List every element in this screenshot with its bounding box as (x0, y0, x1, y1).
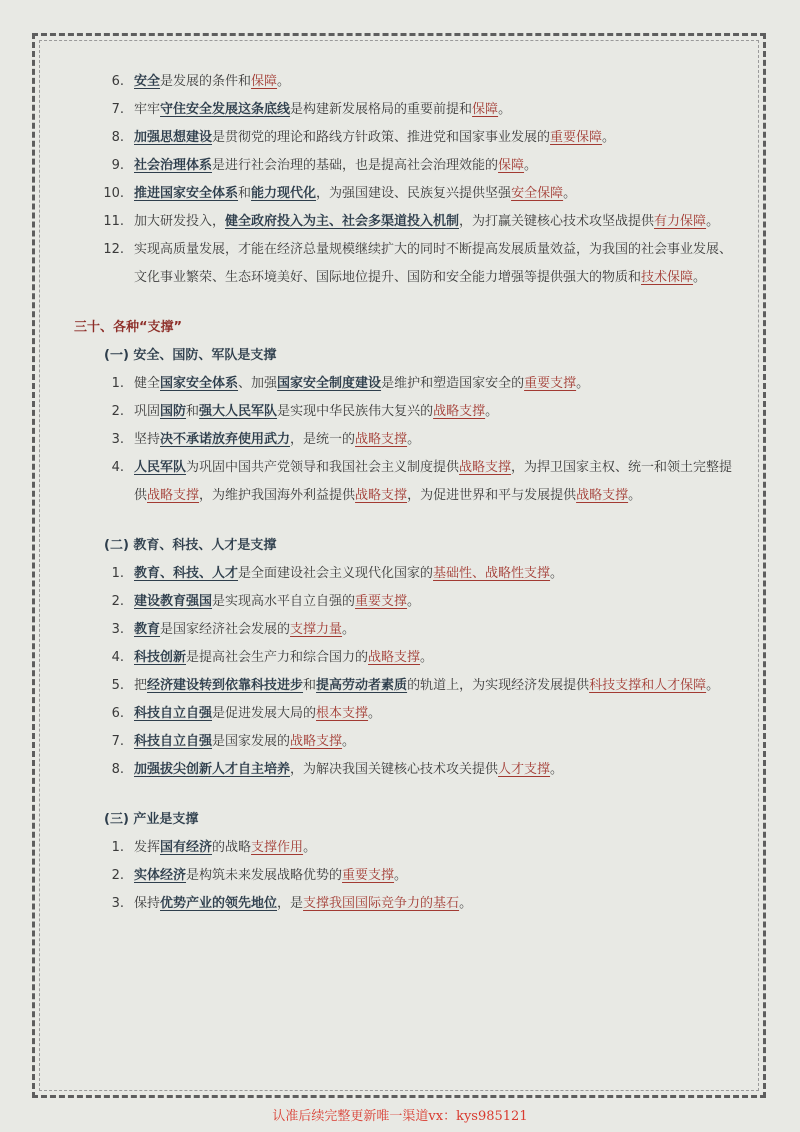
highlight-text: 基础性、战略性支撑 (433, 566, 551, 581)
highlight-text: 战略支撑 (576, 488, 629, 503)
list-item-number: 1. (111, 840, 124, 855)
body-text: 发挥 (134, 840, 161, 855)
list-item (74, 68, 734, 96)
keyword-text: 人民军队 (134, 460, 187, 475)
body-text: 的轨道上，为实现经济发展提供 (407, 678, 590, 693)
keyword-text: 守住安全发展这条底线 (160, 102, 291, 117)
body-text: 的战略 (212, 840, 252, 855)
highlight-text: 战略支撑 (459, 460, 512, 475)
list-item (74, 398, 734, 426)
subsection-title-education: (二) 教育、科技、人才是支撑 (104, 538, 277, 553)
highlight-text: 安全保障 (511, 186, 564, 201)
highlight-text: 战略支撑 (433, 404, 486, 419)
highlight-text: 人才支撑 (498, 762, 551, 777)
body-text: ，为打赢关键核心技术攻坚战提供 (459, 214, 655, 229)
body-text: 。 (498, 102, 512, 117)
body-text: 是构建新发展格局的重要前提和 (290, 102, 473, 117)
education-support-list (74, 560, 734, 784)
keyword-text: 实体经济 (134, 868, 187, 883)
keyword-text: 加强拔尖创新人才自主培养 (134, 762, 291, 777)
body-text: 。 (394, 868, 408, 883)
body-text: 实现高质量发展，才能在经济总量规模继续扩大的同时不断提高发展质量效益，为我国的社会事业发展、文化事业繁荣、生态环境美好、国际地位提升、国防和安全能力增强等提供强大的物质和 (134, 242, 733, 285)
body-text: 牢牢 (134, 102, 161, 117)
body-text: 和 (238, 186, 252, 201)
list-item (74, 180, 734, 208)
highlight-text: 重要支撑 (355, 594, 408, 609)
body-text: 是进行社会治理的基础，也是提高社会治理效能的 (212, 158, 499, 173)
keyword-text: 优势产业的领先地位 (160, 896, 278, 911)
highlight-text: 支撑作用 (251, 840, 304, 855)
body-text: ，为维护我国海外利益提供 (199, 488, 356, 503)
list-item (74, 454, 734, 510)
list-item (74, 756, 734, 784)
body-text: 是全面建设社会主义现代化国家的 (238, 566, 434, 581)
list-item-number: 6. (111, 706, 124, 721)
body-text: 。 (576, 376, 590, 391)
highlight-text: 保障 (472, 102, 499, 117)
keyword-text: 能力现代化 (251, 186, 317, 201)
list-item (74, 370, 734, 398)
list-item (74, 152, 734, 180)
body-text: 。 (628, 488, 642, 503)
body-text: 加大研发投入， (134, 214, 226, 229)
body-text: 。 (407, 594, 421, 609)
body-text: 是维护和塑造国家安全的 (381, 376, 525, 391)
keyword-text: 健全政府投入为主、社会多渠道投入机制 (225, 214, 460, 229)
highlight-text: 战略支撑 (355, 432, 408, 447)
keyword-text: 建设教育强国 (134, 594, 213, 609)
body-text: 。 (550, 762, 564, 777)
list-item (74, 890, 734, 918)
keyword-text: 国有经济 (160, 840, 213, 855)
keyword-text: 科技自立自强 (134, 734, 213, 749)
body-text: 。 (550, 566, 564, 581)
support-list-continued (74, 68, 734, 292)
keyword-text: 国家安全制度建设 (277, 376, 382, 391)
list-item (74, 644, 734, 672)
keyword-text: 加强思想建设 (134, 130, 213, 145)
body-text: 坚持 (134, 432, 161, 447)
body-text: 。 (563, 186, 577, 201)
list-item-number: 2. (111, 594, 124, 609)
body-text: 。 (706, 214, 720, 229)
highlight-text: 重要保障 (550, 130, 603, 145)
body-text: 。 (420, 650, 434, 665)
body-text: 巩固 (134, 404, 161, 419)
body-text: 。 (368, 706, 382, 721)
list-item-number: 7. (111, 102, 124, 117)
highlight-text: 支撑力量 (290, 622, 343, 637)
list-item (74, 96, 734, 124)
body-text: ，为解决我国关键核心技术攻关提供 (290, 762, 499, 777)
body-text: 、加强 (238, 376, 278, 391)
list-item-number: 8. (111, 130, 124, 145)
subsection-title-industry: (三) 产业是支撑 (104, 812, 199, 827)
body-text: 。 (459, 896, 473, 911)
list-item-number: 3. (111, 622, 124, 637)
security-support-list (74, 370, 734, 510)
body-text: 把 (134, 678, 148, 693)
highlight-text: 根本支撑 (316, 706, 369, 721)
highlight-text: 重要支撑 (342, 868, 395, 883)
body-text: 。 (524, 158, 538, 173)
list-item (74, 834, 734, 862)
body-text: ，为强国建设、民族复兴提供坚强 (316, 186, 512, 201)
keyword-text: 科技自立自强 (134, 706, 213, 721)
body-text: 。 (342, 622, 356, 637)
footer-notice: 认准后续完整更新唯一渠道vx：kys985121 (272, 1109, 528, 1124)
highlight-text: 支撑我国国际竞争力的基石 (303, 896, 460, 911)
list-item (74, 426, 734, 454)
highlight-text: 科技支撑和人才保障 (589, 678, 707, 693)
body-text: 是实现中华民族伟大复兴的 (277, 404, 434, 419)
body-text: 为巩固中国共产党领导和我国社会主义制度提供 (186, 460, 460, 475)
list-item (74, 672, 734, 700)
highlight-text: 技术保障 (641, 270, 694, 285)
body-text: 健全 (134, 376, 161, 391)
list-item-number: 7. (111, 734, 124, 749)
keyword-text: 科技创新 (134, 650, 187, 665)
list-item-number: 6. (111, 74, 124, 89)
list-item (74, 862, 734, 890)
list-item-number: 4. (111, 460, 124, 475)
body-text: 是国家发展的 (212, 734, 291, 749)
body-text: 。 (342, 734, 356, 749)
body-text: 保持 (134, 896, 161, 911)
highlight-text: 战略支撑 (290, 734, 343, 749)
subsection-title-security: (一) 安全、国防、军队是支撑 (104, 348, 277, 363)
list-item (74, 616, 734, 644)
body-text: 。 (407, 432, 421, 447)
body-text: ，是统一的 (290, 432, 356, 447)
highlight-text: 有力保障 (654, 214, 707, 229)
body-text: 。 (485, 404, 499, 419)
keyword-text: 推进国家安全体系 (134, 186, 239, 201)
list-item (74, 208, 734, 236)
body-text: ，是 (277, 896, 304, 911)
list-item-number: 12. (103, 242, 124, 257)
body-text: 。 (693, 270, 707, 285)
keyword-text: 国家安全体系 (160, 376, 239, 391)
list-item (74, 728, 734, 756)
keyword-text: 社会治理体系 (134, 158, 213, 173)
body-text: 。 (303, 840, 317, 855)
body-text: 和 (303, 678, 317, 693)
body-text: 是国家经济社会发展的 (160, 622, 291, 637)
body-text: 是促进发展大局的 (212, 706, 317, 721)
list-item-number: 5. (111, 678, 124, 693)
section-title: 三十、各种“支撑” (74, 320, 183, 335)
body-text: 是构筑未来发展战略优势的 (186, 868, 343, 883)
list-item-number: 4. (111, 650, 124, 665)
list-item-number: 9. (111, 158, 124, 173)
list-item (74, 588, 734, 616)
body-text: 。 (277, 74, 291, 89)
highlight-text: 战略支撑 (368, 650, 421, 665)
keyword-text: 经济建设转到依靠科技进步 (147, 678, 304, 693)
highlight-text: 保障 (498, 158, 525, 173)
body-text: ，为促进世界和平与发展提供 (407, 488, 577, 503)
list-item (74, 700, 734, 728)
highlight-text: 战略支撑 (355, 488, 408, 503)
list-item (74, 560, 734, 588)
body-text: 是发展的条件和 (160, 74, 252, 89)
list-item (74, 236, 734, 292)
keyword-text: 教育 (134, 622, 161, 637)
keyword-text: 提高劳动者素质 (316, 678, 408, 693)
keyword-text: 国防 (160, 404, 187, 419)
list-item-number: 2. (111, 404, 124, 419)
document-body (74, 68, 734, 918)
body-text: 。 (706, 678, 720, 693)
body-text: 。 (602, 130, 616, 145)
highlight-text: 保障 (251, 74, 278, 89)
keyword-text: 安全 (134, 74, 161, 89)
body-text: 是实现高水平自立自强的 (212, 594, 356, 609)
list-item-number: 10. (103, 186, 124, 201)
list-item-number: 1. (111, 566, 124, 581)
body-text: 是提高社会生产力和综合国力的 (186, 650, 369, 665)
body-text: 是贯彻党的理论和路线方针政策、推进党和国家事业发展的 (212, 130, 551, 145)
list-item-number: 3. (111, 896, 124, 911)
keyword-text: 决不承诺放弃使用武力 (160, 432, 291, 447)
keyword-text: 强大人民军队 (199, 404, 278, 419)
list-item-number: 2. (111, 868, 124, 883)
keyword-text: 教育、科技、人才 (134, 566, 239, 581)
list-item-number: 8. (111, 762, 124, 777)
list-item (74, 124, 734, 152)
highlight-text: 重要支撑 (524, 376, 577, 391)
highlight-text: 战略支撑 (147, 488, 200, 503)
list-item-number: 1. (111, 376, 124, 391)
list-item-number: 11. (103, 214, 124, 229)
body-text: ，为捍卫国家主权、统一和领土完整提供 (134, 460, 733, 503)
industry-support-list (74, 834, 734, 918)
list-item-number: 3. (111, 432, 124, 447)
body-text: 和 (186, 404, 200, 419)
